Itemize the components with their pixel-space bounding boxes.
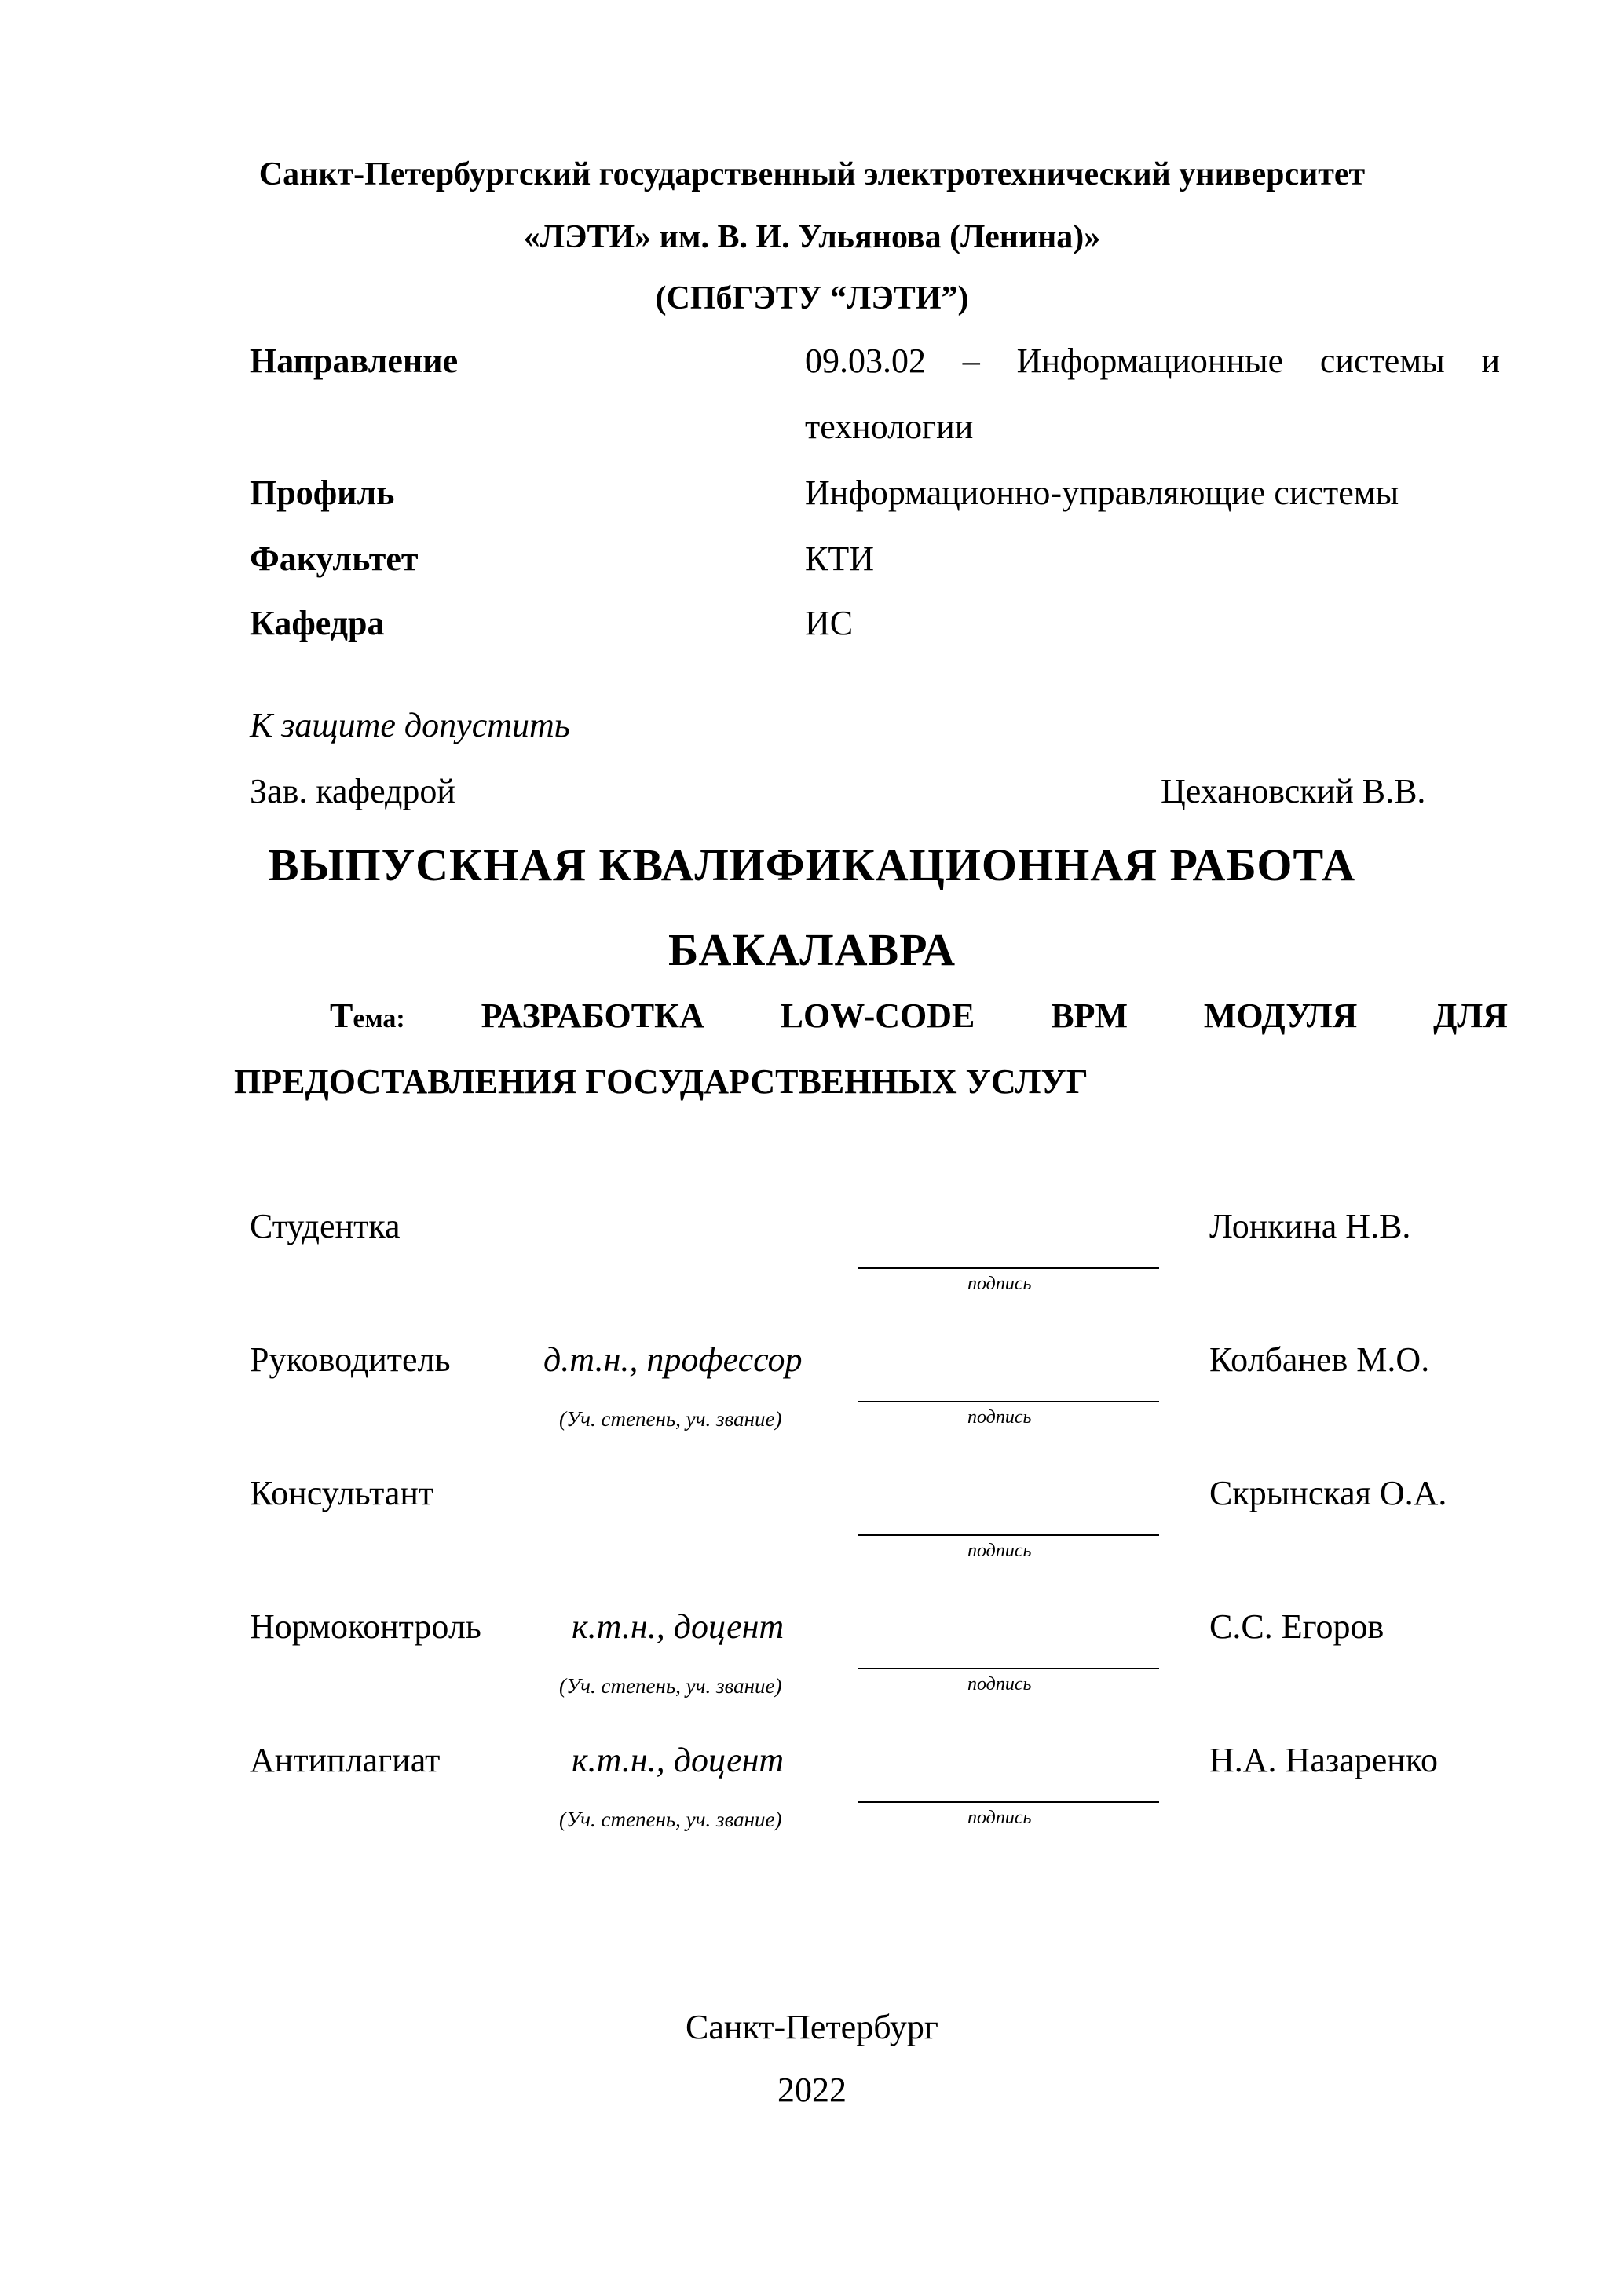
student-name: Лонкина Н.В. [1209,1207,1411,1245]
university-name: Санкт-Петербургский государственный электротехнический университет [258,156,1366,192]
signature-caption: подпись [967,1674,1032,1695]
signature-line [858,1267,1159,1269]
topic-word: МОДУЛЯ [1203,996,1358,1035]
degree-caption: (Уч. степень, уч. звание) [559,1808,782,1831]
role-antiplagiarism: Антиплагиат [250,1741,441,1779]
signature-line [858,1401,1159,1402]
profile-label: Профиль [250,473,395,512]
supervisor-degree: д.т.н., профессор [543,1340,803,1379]
signature-line [858,1534,1159,1536]
antiplagiarism-degree: к.т.н., доцент [572,1741,785,1779]
degree-caption: (Уч. степень, уч. звание) [559,1674,782,1698]
department-value: ИС [805,604,854,642]
signature-caption: подпись [967,1808,1032,1828]
signature-line [858,1668,1159,1669]
signature-caption: подпись [967,1274,1032,1294]
admit-text: К защите допустить [250,706,570,744]
topic-line1 [330,996,1508,1036]
profile-value: Информационно-управляющие системы [805,473,1399,512]
direction-label: Направление [250,342,459,380]
consultant-name: Скрынская О.А. [1209,1474,1447,1512]
antiplagiarism-name: Н.А. Назаренко [1209,1741,1438,1779]
topic-prefix: Тема: [330,996,405,1035]
university-abbreviation: (СПбГЭТУ “ЛЭТИ”) [655,280,969,316]
topic-line2: ПРЕДОСТАВЛЕНИЯ ГОСУДАРСТВЕННЫХ УСЛУГ [234,1062,1088,1101]
signature-caption: подпись [967,1541,1032,1561]
work-title: ВЫПУСКНАЯ КВАЛИФИКАЦИОННАЯ РАБОТА [268,839,1356,890]
degree-caption: (Уч. степень, уч. звание) [559,1407,782,1431]
head-label: Зав. кафедрой [250,772,455,810]
head-name: Цехановский В.В. [1161,772,1426,810]
role-supervisor: Руководитель [250,1340,451,1379]
role-normcontrol: Нормоконтроль [250,1607,481,1646]
signature-caption: подпись [967,1407,1032,1428]
direction-value-line2: технологии [805,408,974,446]
footer-year: 2022 [777,2071,847,2109]
normcontrol-name: С.С. Егоров [1209,1607,1384,1646]
footer-city: Санкт-Петербург [686,2008,938,2046]
direction-value: 09.03.02 – Информационные системы и [805,342,1500,380]
faculty-label: Факультет [250,539,419,578]
work-title-line2: БАКАЛАВРА [668,924,956,975]
faculty-value: КТИ [805,539,874,578]
topic-word: РАЗРАБОТКА [481,996,704,1035]
topic-word: BPM [1051,996,1128,1035]
topic-word: ДЛЯ [1433,996,1508,1035]
normcontrol-degree: к.т.н., доцент [572,1607,785,1646]
signature-line [858,1801,1159,1803]
department-label: Кафедра [250,604,385,642]
role-consultant: Консультант [250,1474,434,1512]
topic-word: LOW-CODE [780,996,975,1035]
supervisor-name: Колбанев М.О. [1209,1340,1430,1379]
university-name-line2: «ЛЭТИ» им. В. И. Ульянова (Ленина)» [523,219,1101,255]
role-student: Студентка [250,1207,401,1245]
